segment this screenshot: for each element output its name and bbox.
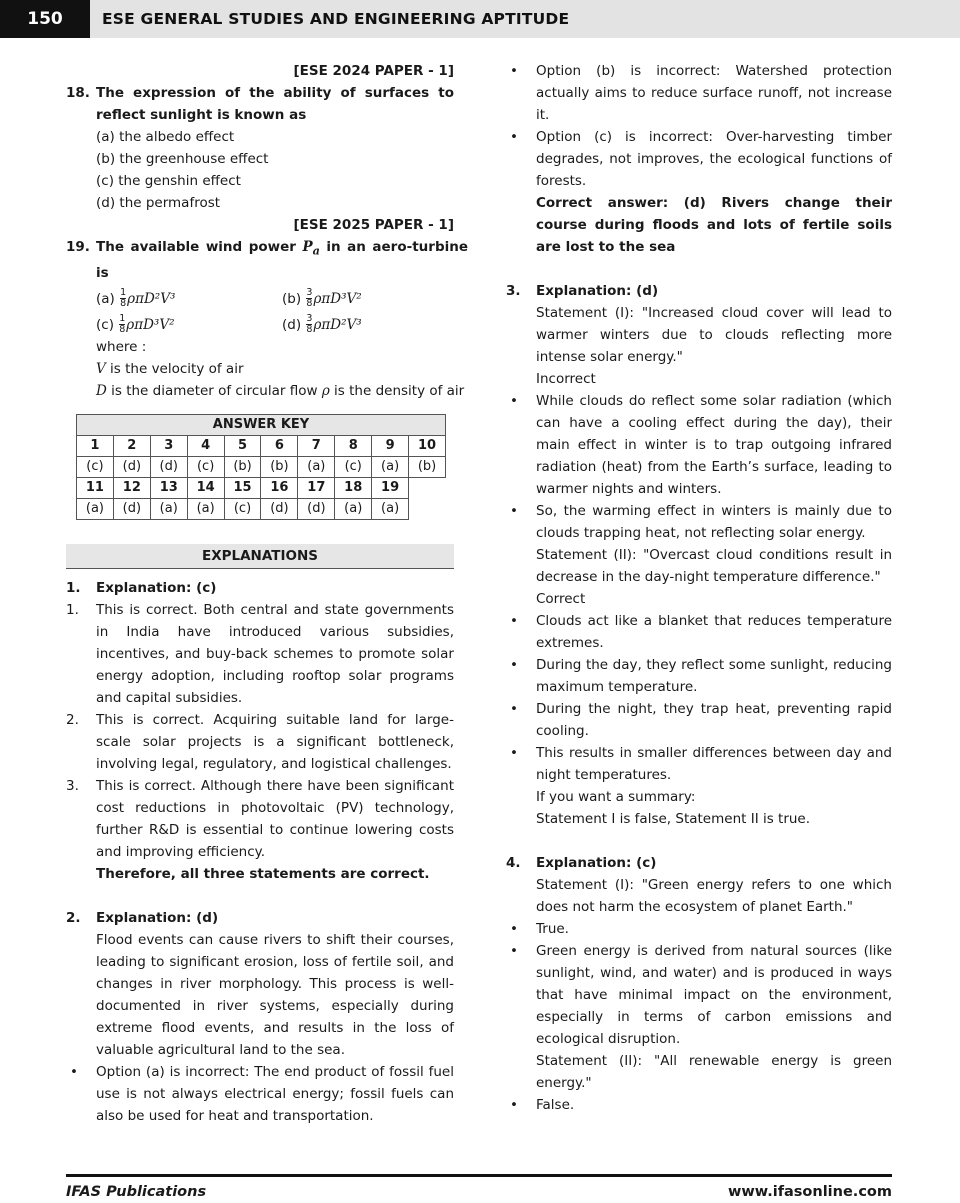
q18-exam-tag: [ESE 2024 PAPER - 1] <box>293 63 454 79</box>
key-num: 11 <box>77 477 114 498</box>
key-num: 4 <box>187 435 224 456</box>
key-num: 5 <box>224 435 261 456</box>
key-answer: (d) <box>113 498 150 519</box>
explanation-3-heading: 3. Explanation: (d) <box>506 283 659 299</box>
footer-website[interactable]: www.ifasonline.com <box>727 1184 892 1200</box>
q19-exam-tag: [ESE 2025 PAPER - 1] <box>293 217 454 233</box>
key-answer: (d) <box>261 498 298 519</box>
question-text: The expression of the ability of surfaces to reflect sunlight is known as <box>96 85 454 123</box>
explanation-3-bullet: • During the day, they reflect some sunlight, reducing maximum temperature. <box>510 657 892 695</box>
book-title: ESE GENERAL STUDIES AND ENGINEERING APTITUDE <box>90 0 960 38</box>
key-answer: (c) <box>335 456 372 477</box>
explanation-3-bullet: • While clouds do reflect some solar radiation (which can have a cooling effect during the day), their main effect in winter is to trap outgoing infrared radiation (heat) from the Earth’s surface, leading to warmer nights and winters. <box>510 393 892 497</box>
where-label: where : <box>96 338 147 355</box>
right-column <box>506 60 892 1116</box>
question-text: The available wind power $P_a$ in an aero-turbine is <box>96 239 468 281</box>
key-answer: (b) <box>409 456 446 477</box>
key-num: 18 <box>335 477 372 498</box>
explanation-3-summary: Statement I is false, Statement II is true. <box>536 811 811 827</box>
q19-option-a: (a) $\frac{1}{8}$ ρπD²V³ <box>96 287 176 310</box>
q18-option-d: (d) the permafrost <box>96 195 221 211</box>
key-num: 7 <box>298 435 335 456</box>
key-answer: (c) <box>187 456 224 477</box>
key-num: 10 <box>409 435 446 456</box>
left-column <box>66 60 468 1127</box>
page-header <box>0 0 960 38</box>
q18-option-a: (a) the albedo effect <box>96 129 235 145</box>
footer-divider <box>66 1174 892 1177</box>
explanation-4-bullet: • Green energy is derived from natural sources (like sunlight, wind, and water) and is produced in ways that have minimal impact on the environment, especially in terms of carbon emissions and ecological disruption. <box>510 943 892 1047</box>
explanation-3-bullet: • So, the warming effect in winters is mainly due to clouds trapping heat, not reflecting solar energy. <box>510 503 892 541</box>
key-num: 17 <box>298 477 335 498</box>
key-num: 6 <box>261 435 298 456</box>
v-definition: V is the velocity of air <box>96 360 244 377</box>
key-empty-cell <box>409 477 446 519</box>
key-num: 3 <box>150 435 187 456</box>
q19-option-b: (b) $\frac{3}{8}$ ρπD³V² <box>282 287 362 310</box>
key-answer: (d) <box>298 498 335 519</box>
key-answer: (b) <box>261 456 298 477</box>
question-19 <box>66 236 468 402</box>
explanation-2-bullet: • Option (c) is incorrect: Over-harvesting timber degrades, not improves, the ecological functions of forests. <box>510 129 892 189</box>
key-answer: (c) <box>224 498 261 519</box>
explanation-3-verdict-1: Incorrect <box>536 371 596 387</box>
key-answer: (b) <box>224 456 261 477</box>
key-num: 15 <box>224 477 261 498</box>
key-num: 2 <box>113 435 150 456</box>
question-number: 19. <box>66 239 90 255</box>
key-answer: (a) <box>187 498 224 519</box>
explanation-3-verdict-2: Correct <box>536 591 586 607</box>
explanation-1-item: 1. This is correct. Both central and state governments in India have introduced various subsidies, incentives, and buy-back schemes to promote solar energy adoption, including rooftop solar programs and capital subsidies. <box>66 601 454 706</box>
key-num: 9 <box>372 435 409 456</box>
key-answer: (d) <box>150 456 187 477</box>
explanation-3-bullet: • During the night, they trap heat, preventing rapid cooling. <box>510 701 892 739</box>
key-answer: (a) <box>298 456 335 477</box>
key-answer: (c) <box>77 456 114 477</box>
question-number: 18. <box>66 85 90 101</box>
q19-option-c: (c) $\frac{1}{8}$ ρπD³V² <box>96 313 175 336</box>
explanation-1-item: 2. This is correct. Acquiring suitable land for large-scale solar projects is a significant bottleneck, involving legal, regulatory, and logistical challenges. <box>66 711 454 772</box>
key-num: 19 <box>372 477 409 498</box>
key-num: 14 <box>187 477 224 498</box>
explanation-2-bullet: • Option (b) is incorrect: Watershed protection actually aims to reduce surface runoff, not increase it. <box>510 63 892 123</box>
explanation-1-heading: 1. Explanation: (c) <box>66 579 217 596</box>
footer-publisher: IFAS Publications <box>66 1184 207 1200</box>
q19-option-d: (d) $\frac{3}{8}$ ρπD²V³ <box>282 313 362 336</box>
explanation-2-bullet: • Option (a) is incorrect: The end product of fossil fuel use is not always electrical energy; fossil fuels can also be used for heat and transportation. <box>70 1063 454 1124</box>
explanation-4-heading: 4. Explanation: (c) <box>506 855 657 871</box>
explanation-3-bullet: • This results in smaller differences between day and night temperatures. <box>510 745 892 783</box>
key-answer: (a) <box>335 498 372 519</box>
q18-option-c: (c) the genshin effect <box>96 173 241 189</box>
explanation-2-answer: Correct answer: (d) Rivers change their course during floods and lots of fertile soils are lost to the sea <box>536 195 892 255</box>
key-answer: (d) <box>113 456 150 477</box>
explanation-4-bullet: • False. <box>510 1097 575 1113</box>
explanation-4-statement-2: Statement (II): "All renewable energy is green energy." <box>536 1053 892 1091</box>
explanation-1-item: 3. This is correct. Although there have been significant cost reductions in photovoltaic (PV) technology, further R&D is essential to continue lowering costs and improving efficiency. <box>66 777 454 860</box>
explanation-4-statement-1: Statement (I): "Green energy refers to one which does not harm the ecosystem of planet Earth." <box>536 877 892 915</box>
explanation-1-conclusion: Therefore, all three statements are correct. <box>96 865 430 882</box>
explanation-4-bullet: • True. <box>510 921 569 937</box>
key-answer: (a) <box>372 456 409 477</box>
question-18 <box>66 82 454 214</box>
explanation-3-statement-2: Statement (II): "Overcast cloud conditions result in decrease in the day-night temperature difference." <box>536 547 892 585</box>
explanation-3-bullet: • Clouds act like a blanket that reduces temperature extremes. <box>510 613 892 651</box>
explanation-3-statement-1: Statement (I): "Increased cloud cover will lead to warmer winters due to clouds reflecting more intense solar energy." <box>536 305 892 365</box>
key-answer: (a) <box>77 498 114 519</box>
key-num: 8 <box>335 435 372 456</box>
explanation-3-summary-intro: If you want a summary: <box>536 789 696 805</box>
q18-option-b: (b) the greenhouse effect <box>96 151 269 167</box>
key-num: 12 <box>113 477 150 498</box>
key-num: 16 <box>261 477 298 498</box>
key-answer: (a) <box>150 498 187 519</box>
page-number: 150 <box>0 0 90 38</box>
key-answer: (a) <box>372 498 409 519</box>
answer-key-title: ANSWER KEY <box>77 414 446 435</box>
key-num: 1 <box>77 435 114 456</box>
explanation-2-heading: 2. Explanation: (d) <box>66 909 219 926</box>
key-num: 13 <box>150 477 187 498</box>
d-definition: D is the diameter of circular flow ρ is the density of air <box>96 382 465 399</box>
explanations-heading: EXPLANATIONS <box>66 544 454 569</box>
answer-key-table <box>76 414 446 520</box>
explanation-2-paragraph: Flood events can cause rivers to shift their courses, leading to significant erosion, loss of fertile soil, and changes in river morphology. This process is well-documented in river systems, especially during extreme flood events, and results in the loss of valuable agricultural land to the sea. <box>96 931 454 1058</box>
